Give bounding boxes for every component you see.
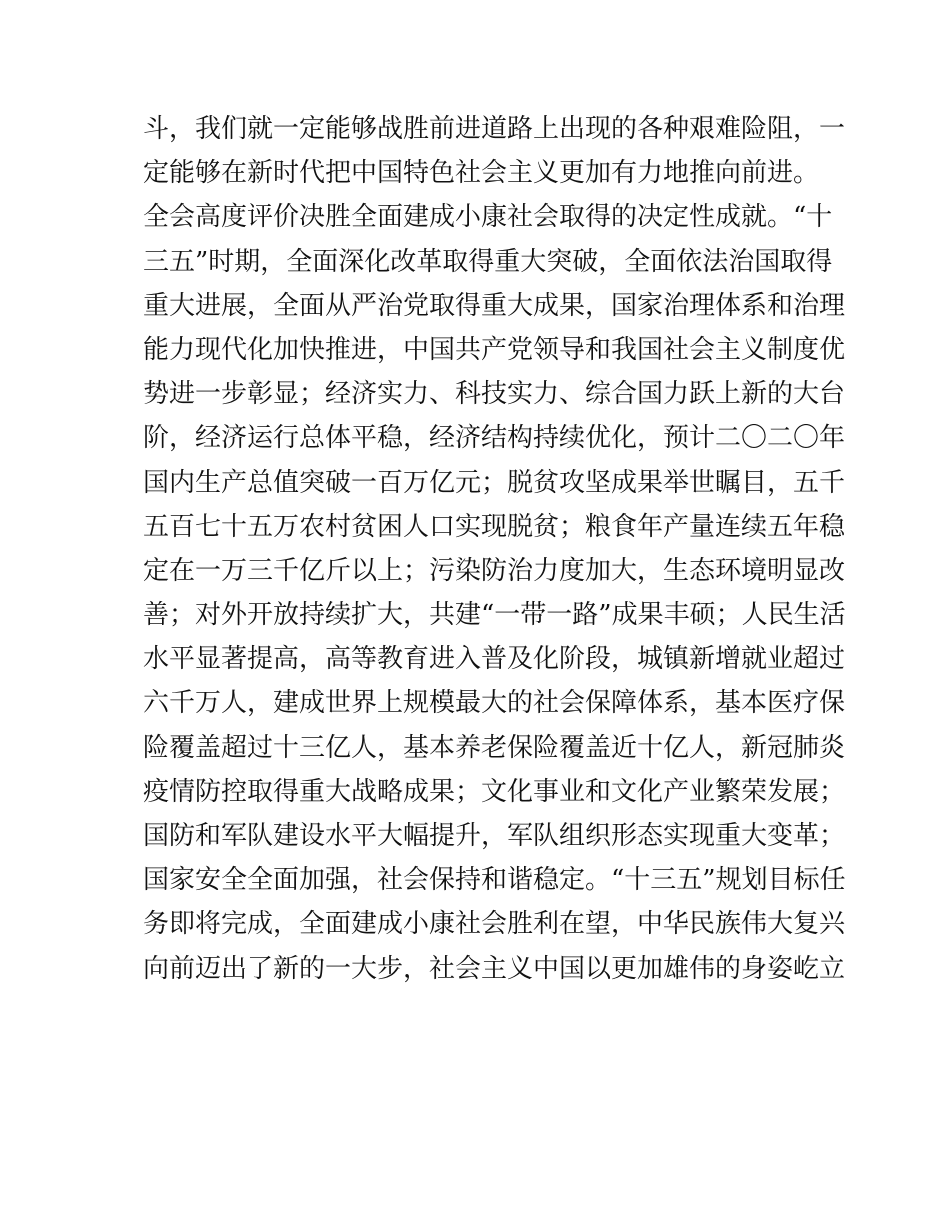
text-line: 国防和军队建设水平大幅提升，军队组织形态实现重大变革； [143,821,846,851]
text-line: 六千万人，建成世界上规模最大的社会保障体系，基本医疗保 [143,688,846,719]
text-line: 阶，经济运行总体平稳，经济结构持续优化，预计二〇二〇年 [143,423,846,454]
text-line: 势进一步彰显；经济实力、科技实力、综合国力跃上新的大台 [143,379,846,410]
text-line: 五百七十五万农村贫困人口实现脱贫；粮食年产量连续五年稳 [143,511,846,542]
text-line: 定能够在新时代把中国特色社会主义更加有力地推向前进。 [143,158,820,189]
text-line: 水平显著提高，高等教育进入普及化阶段，城镇新增就业超过 [143,644,846,675]
text-line: 重大进展，全面从严治党取得重大成果，国家治理体系和治理 [143,290,846,321]
text-line: 定在一万三千亿斤以上；污染防治力度加大，生态环境明显改 [143,555,846,586]
text-line: 全会高度评价决胜全面建成小康社会取得的决定性成就。“十 [143,202,833,233]
text-line: 国家安全全面加强，社会保持和谐稳定。“十三五”规划目标任 [143,865,846,896]
text-line: 险覆盖超过十三亿人，基本养老保险覆盖近十亿人，新冠肺炎 [143,732,846,763]
body-text [143,107,846,991]
text-line: 能力现代化加快推进，中国共产党领导和我国社会主义制度优 [143,334,846,365]
text-line: 向前迈出了新的一大步，社会主义中国以更加雄伟的身姿屹立 [143,953,846,984]
text-line: 国内生产总值突破一百万亿元；脱贫攻坚成果举世瞩目，五千 [143,467,846,498]
text-line: 斗，我们就一定能够战胜前进道路上出现的各种艰难险阻，一 [143,114,846,144]
text-line: 三五”时期，全面深化改革取得重大突破，全面依法治国取得 [143,246,833,277]
text-line: 务即将完成，全面建成小康社会胜利在望，中华民族伟大复兴 [143,909,846,940]
text-line: 疫情防控取得重大战略成果；文化事业和文化产业繁荣发展； [143,776,846,807]
text-line: 善；对外开放持续扩大，共建“一带一路”成果丰硕；人民生活 [143,600,846,631]
